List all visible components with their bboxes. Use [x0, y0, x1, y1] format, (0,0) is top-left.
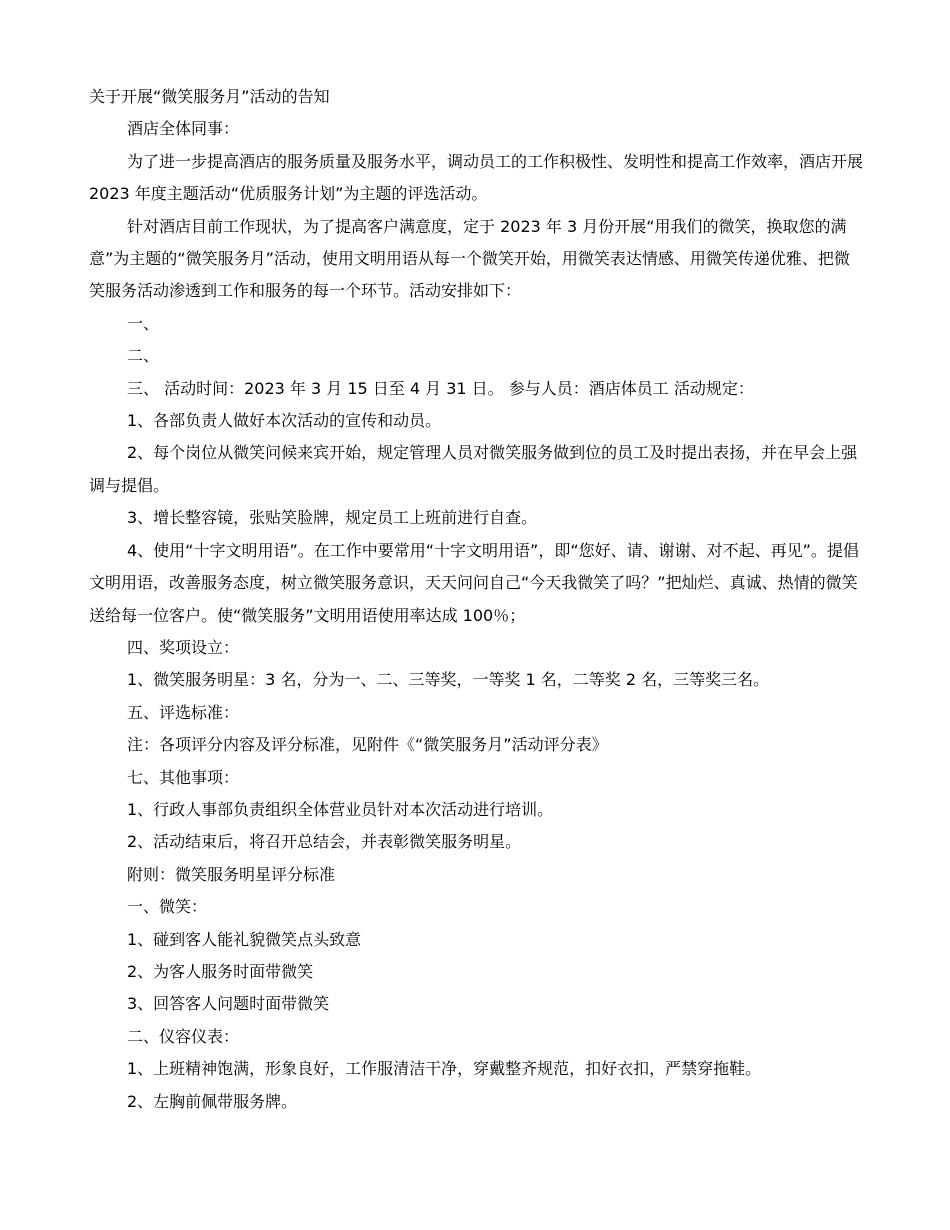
section-four-heading: 四、奖项设立：	[127, 637, 240, 657]
rule-item-3: 3、增长整容镜，张贴笑脸牌，规定员工上班前进行自查。	[127, 508, 538, 528]
section-two-heading: 二、	[127, 346, 160, 366]
section-five-heading: 五、评选标准：	[127, 702, 240, 722]
rule-item-2: 2、每个岗位从微笑问候来宾开始，规定管理人员对微笑服务做到位的员工及时提出表扬，并在早会上强调与提倡。	[89, 443, 858, 495]
appearance-heading: 二、仪容仪表：	[127, 1026, 240, 1046]
smile-item-1: 1、碰到客人能礼貌微笑点头致意	[127, 929, 362, 949]
other-item-2: 2、活动结束后，将召开总结会，并表彰微笑服务明星。	[127, 832, 522, 852]
document-title: 关于开展“微笑服务月”活动的告知	[89, 87, 330, 106]
smile-item-3: 3、回答客人问题时面带微笑	[127, 994, 330, 1014]
award-item-1: 1、微笑服务明星：3 名，分为一、二、三等奖，一等奖 1 名，二等奖 2 名，三等奖三名。	[127, 670, 770, 690]
smile-heading: 一、微笑：	[127, 897, 208, 917]
salutation: 酒店全体同事：	[127, 119, 240, 139]
rule-item-1: 1、各部负责人做好本次活动的宣传和动员。	[127, 411, 442, 431]
smile-item-2: 2、为客人服务时面带微笑	[127, 961, 314, 981]
section-one-heading: 一、	[127, 313, 160, 333]
paragraph-background: 针对酒店目前工作现状，为了提高客户满意度，定于 2023 年 3 月份开展“用我们的微笑，换取您的满意”为主题的“微笑服务月”活动，使用文明用语从每一个微笑开始，用微笑表达情感、用微笑传递优雅、把微笑服务活动渗透到工作和服务的每一个环节。活动安排如下：	[89, 216, 850, 301]
appendix-heading: 附则：微笑服务明星评分标准	[127, 864, 336, 884]
appearance-item-1: 1、上班精神饱满，形象良好，工作服清洁干净，穿戴整齐规范，扣好衣扣，严禁穿拖鞋。	[127, 1059, 762, 1079]
appearance-item-2: 2、左胸前佩带服务牌。	[127, 1091, 298, 1111]
other-item-1: 1、行政人事部负责组织全体营业员针对本次活动进行培训。	[127, 799, 554, 819]
section-seven-heading: 七、其他事项：	[127, 767, 240, 787]
rule-item-4: 4、使用“十字文明用语”。在工作中要常用“十字文明用语”，即“您好、请、谢谢、对不起、再见”。提倡文明用语，改善服务态度，树立微笑服务意识，天天问问自己“今天我微笑了吗？”把灿烂、真诚、热情的微笑送给每一位客户。使“微笑服务”文明用语使用率达成 100％；	[89, 540, 859, 625]
document-body	[89, 81, 864, 1118]
criteria-note: 注：各项评分内容及评分标准，见附件《“微笑服务月”活动评分表》	[127, 735, 608, 755]
section-three-heading: 三、 活动时间：2023 年 3 月 15 日至 4 月 31 日。 参与人员：酒店体员工 活动规定：	[127, 378, 754, 398]
paragraph-intro: 为了进一步提高酒店的服务质量及服务水平，调动员工的工作积极性、发明性和提高工作效率，酒店开展 2023 年度主题活动“优质服务计划”为主题的评选活动。	[89, 151, 864, 204]
